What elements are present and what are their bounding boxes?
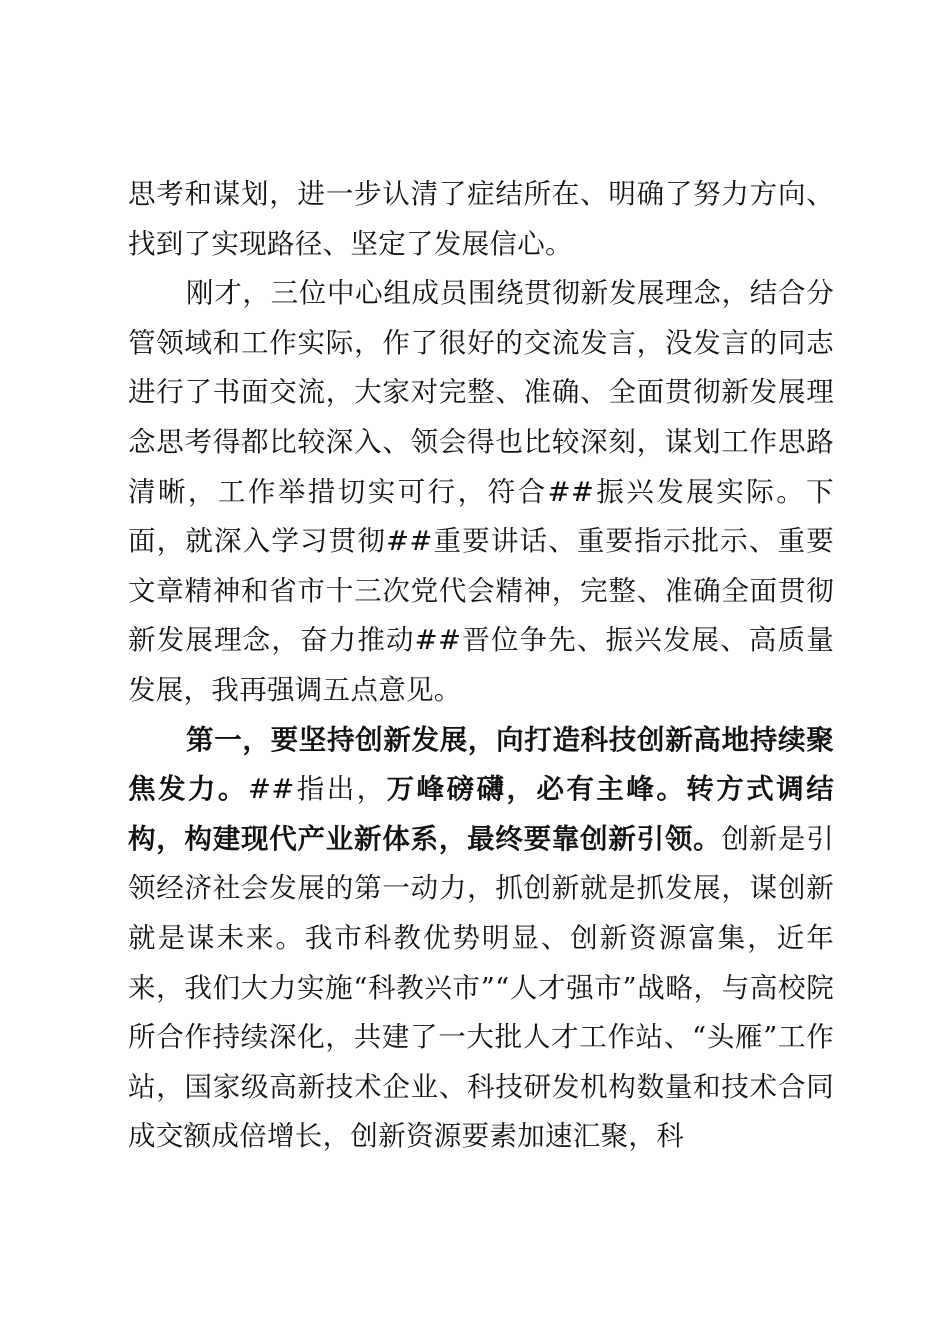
paragraph-point-one <box>128 716 834 1162</box>
paragraph-continuation <box>128 170 834 269</box>
paragraph-text: 思考和谋划，进一步认清了症结所在、明确了努力方向、找到了实现路径、坚定了发展信心。 <box>128 178 834 260</box>
emphasis-quote: 万峰磅礴，必有主峰。转方式调结构，构建现代产业新体系，最终要靠创新引领。 <box>128 773 834 855</box>
paragraph-discussion-summary <box>128 269 834 715</box>
document-body <box>128 170 834 1162</box>
paragraph-text: ##指出， <box>247 773 387 806</box>
point-one-heading: 第一，要坚持创新发展，向打造科技创新高地持续聚焦发力。 <box>128 723 834 806</box>
paragraph-text: 创新是引领经济社会发展的第一动力，抓创新就是抓发展，谋创新就是谋未来。我市科教优势明显、创新资源富集，近年来，我们大力实施“科教兴市”“人才强市”战略，与高校院所合作持续深化，共建了一大批人才工作站、“头雁”工作站，国家级高新技术企业、科技研发机构数量和技术合同成交额成倍增长，创新资源要素加速汇聚，科 <box>128 822 834 1153</box>
paragraph-text: 刚才，三位中心组成员围绕贯彻新发展理念，结合分管领域和工作实际，作了很好的交流发言，没发言的同志进行了书面交流，大家对完整、准确、全面贯彻新发展理念思考得都比较深入、领会得也比较深刻，谋划工作思路清晰，工作举措切实可行，符合##振兴发展实际。下面，就深入学习贯彻##重要讲话、重要指示批示、重要文章精神和省市十三次党代会精神，完整、准确全面贯彻新发展理念，奋力推动##晋位争先、振兴发展、高质量发展，我再强调五点意见。 <box>128 277 834 706</box>
